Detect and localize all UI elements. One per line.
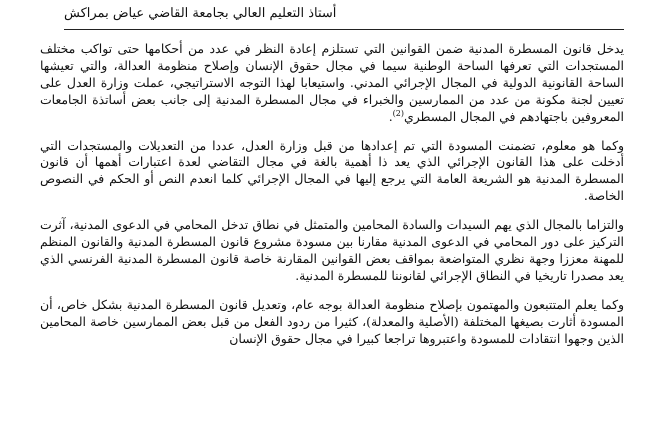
paragraph-4 — [40, 297, 624, 348]
paragraph-2-text: وكما هو معلوم، تضمنت المسودة التي تم إعدادها من قبل وزارة العدل، عددا من التعديلات والمستجدات التي أدخلت على هذا القانون الإجرائي الذي يعد ذا أهمية بالغة في مجال التقاضي لعدة اعتبارات أهمها أن قانون المسطرة المدنية هو الشريعة العامة التي يرجع إليها في المجال الإجرائي كلما انعدم النص أو الحكم في النصوص الخاصة. — [40, 137, 624, 204]
paragraph-3-text: والتزاما بالمجال الذي يهم السيدات والسادة المحامين والمتمثل في نطاق تدخل المحامي في الدعوى المدنية، آثرت التركيز على دور المحامي في الدعوى المدنية مقارنا بين مسودة مشروع قانون المسطرة المدنية والقانون المنظم للمهنة معززا وجهة نظري المتواضعة بمواقف بعض القوانين المقارنة خاصة قانون المسطرة المدنية الفرنسي الذي يعد مصدرا تاريخيا في النطاق الإجرائي لقانوننا للمسطرة المدنية. — [40, 217, 624, 283]
header-text: أستاذ التعليم العالي بجامعة القاضي عياض بمراكش — [64, 6, 337, 21]
paragraph-1 — [40, 41, 624, 126]
page-header — [64, 2, 624, 26]
header-divider — [64, 29, 624, 30]
document-body — [40, 41, 624, 360]
paragraph-3 — [40, 217, 624, 285]
paragraph-1-text: يدخل قانون المسطرة المدنية ضمن القوانين التي تستلزم إعادة النظر في عدد من أحكامها حتى تواكب مختلف المستجدات التي تعرفها الساحة الوطنية سيما في مجال حقوق الإنسان وإصلاح منظومة العدالة، والتي تعيشها الساحة القانونية الدولية في المجال الإجرائي المدني. واستيعابا لهذا التوجه الاستراتيجي، عملت وزارة العدل على تعيين لجنة مكونة من عدد من الممارسين والخبراء في مجال المسطرة المدنية إلى جانب بعض أساتذة الجامعات المعروفين باجتهادهم في المجال المسطري — [40, 41, 625, 124]
footnote-marker: (2) — [392, 108, 405, 118]
paragraph-4-text: وكما يعلم المتتبعون والمهتمون بإصلاح منظومة العدالة بوجه عام، وتعديل قانون المسطرة المدنية بشكل خاص، أن المسودة أثارت بصيغها المختلفة (الأصلية والمعدلة)، كثيرا من ردود الفعل من قبل بعض الممارسين خاصة المحامين الذين وجهوا انتقادات للمسودة واعتبروها تراجعا كبيرا في مجال حقوق الإنسان — [40, 296, 624, 346]
paragraph-2 — [40, 138, 624, 206]
paragraph-1-tail: . — [388, 108, 393, 124]
